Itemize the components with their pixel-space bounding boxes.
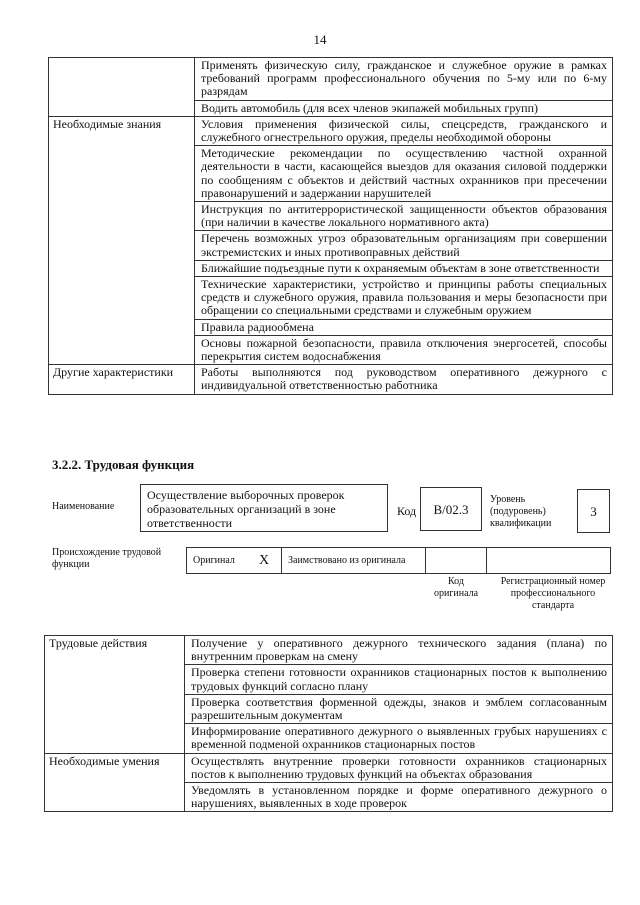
- table-cell: Проверка соответствия форменной одежды, знаков и эмблем согласованным разрешительным документам: [185, 694, 613, 723]
- table-cell: Перечень возможных угроз образовательным организациям при совершении экстремистских и иных противоправных действий: [195, 231, 613, 260]
- table-cell: Осуществлять внутренние проверки готовности охранников стационарных постов к выполнению трудовых функций на объектах образования: [185, 753, 613, 782]
- section-heading: 3.2.2. Трудовая функция: [52, 457, 195, 472]
- competencies-table: [48, 57, 613, 395]
- origin-code-box: [425, 547, 487, 574]
- name-label: Наименование: [52, 501, 115, 512]
- table-cell: Работы выполняются под руководством оперативного дежурного с индивидуальной ответственностью работника: [195, 365, 613, 394]
- table-cell: Правила радиообмена: [195, 319, 613, 335]
- table-cell: Получение у оперативного дежурного технического задания (плана) по внутренним проверкам на смену: [185, 636, 613, 665]
- table-row-label: [49, 58, 195, 117]
- table-cell: Проверка степени готовности охранников стационарных постов к выполнению трудовых функций согласно плану: [185, 665, 613, 694]
- table-cell: Технические характеристики, устройство и принципы работы специальных средств и служебного оружия, правила пользования и меры безопасности при обращении со специальными средствами и служебным оружием: [195, 277, 613, 320]
- required-skills-label: Необходимые умения: [45, 753, 185, 812]
- code-value-box: B/02.3: [420, 487, 482, 531]
- level-label: Уровень (подуровень) квалификации: [490, 494, 552, 529]
- table-cell: Водить автомобиль (для всех членов экипажей мобильных групп): [195, 100, 613, 116]
- code-label: Код: [397, 504, 417, 518]
- table-cell: Условия применения физической силы, спецсредств, гражданского и служебного огнестрельного оружия, пределы необходимой обороны: [195, 116, 613, 145]
- origin-code-caption: Код оригинала: [433, 576, 479, 599]
- table-cell: Ближайшие подъездные пути к охраняемым объектам в зоне ответственности: [195, 260, 613, 276]
- origin-label: Происхождение трудовой функции: [52, 547, 162, 570]
- labor-actions-label: Трудовые действия: [45, 636, 185, 754]
- level-value-box: 3: [577, 489, 610, 533]
- page-number: 14: [313, 32, 327, 47]
- table-cell: Уведомлять в установленном порядке и форме оперативного дежурного о нарушениях, выявленных в ходе проверок: [185, 783, 613, 812]
- labor-function-table: [44, 635, 613, 812]
- table-cell: Информирование оперативного дежурного о выявленных грубых нарушениях с временной подменой охранников стационарных постов: [185, 724, 613, 753]
- original-box: [186, 547, 282, 574]
- registration-caption: Регистрационный номер профессионального стандарта: [500, 576, 606, 611]
- original-label: Оригинал: [193, 555, 235, 566]
- original-mark: X: [259, 553, 270, 568]
- table-cell: Применять физическую силу, гражданское и служебное оружие в рамках требований программ профессионального обучения по 5-му или по 6-му разрядам: [195, 58, 613, 101]
- table-cell: Методические рекомендации по осуществлению частной охранной деятельности в части, касающейся выездов для оказания силовой поддержки по сообщениям с объектов и действий частных охранников при пресечении правонарушений и задержании нарушителей: [195, 146, 613, 202]
- other-characteristics-label: Другие характеристики: [49, 365, 195, 394]
- borrowed-label: Заимствовано из оригинала: [288, 555, 406, 566]
- registration-number-box: [486, 547, 611, 574]
- required-knowledge-label: Необходимые знания: [49, 116, 195, 364]
- table-cell: Основы пожарной безопасности, правила отключения энергосетей, способы перекрытия систем водоснабжения: [195, 335, 613, 364]
- table-cell: Инструкция по антитеррористической защищенности объектов образования (при наличии в качестве локального нормативного акта): [195, 202, 613, 231]
- borrowed-box: [281, 547, 426, 574]
- function-name-box: Осуществление выборочных проверок образовательных организаций в зоне ответственности: [140, 484, 388, 532]
